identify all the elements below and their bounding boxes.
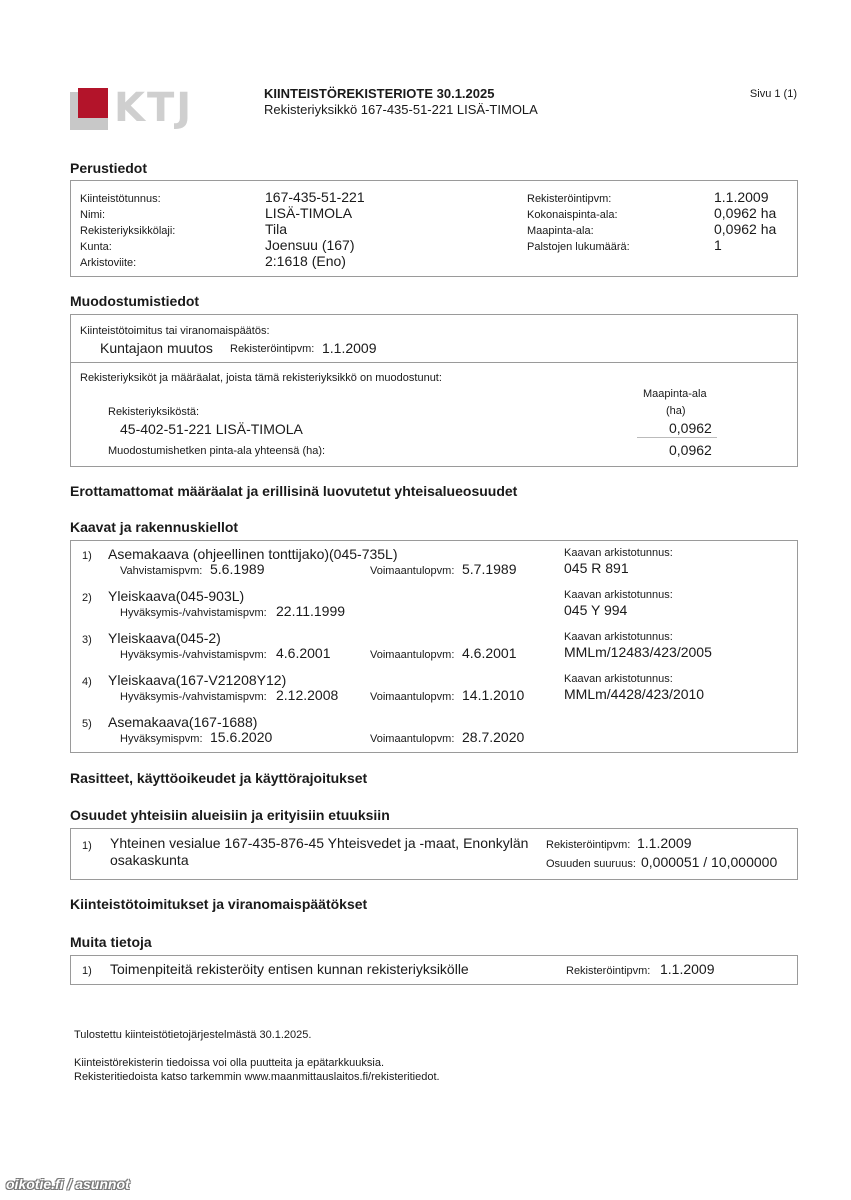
kaava-arkisto-value: MMLm/12483/423/2005 <box>564 644 712 660</box>
kaava-number: 4) <box>82 676 92 688</box>
section-heading-muita-tietoja: Muita tietoja <box>70 934 152 950</box>
footer-printed: Tulostettu kiinteistötietojärjestelmästä 30.1.2025. <box>74 1029 312 1041</box>
value-kokonaispinta-ala: 0,0962 ha <box>714 205 777 221</box>
section-heading-rasitteet: Rasitteet, käyttöoikeudet ja käyttörajoitukset <box>70 770 368 786</box>
section-heading-toimitukset: Kiinteistötoimitukset ja viranomaispäätökset <box>70 896 368 912</box>
kaava-date2-value: 14.1.2010 <box>462 687 525 703</box>
kaava-date1-label: Hyväksymispvm: <box>120 733 203 745</box>
label-toimitus-rekisterointipvm: Rekisteröintipvm: <box>230 343 315 355</box>
column-head-maapinta-ala: Maapinta-ala <box>643 388 707 400</box>
muodostumistiedot-box <box>70 314 798 467</box>
label-arkistoviite: Arkistoviite: <box>80 257 137 269</box>
label-palstojen-lukumaara: Palstojen lukumäärä: <box>527 241 630 253</box>
osuus-rek-label: Rekisteröintipvm: <box>546 839 631 851</box>
kaava-number: 3) <box>82 634 92 646</box>
label-rekisteriyksikosta: Rekisteriyksiköstä: <box>108 406 200 418</box>
osuudet-box <box>70 828 798 880</box>
kaava-arkisto-value: 045 Y 994 <box>564 602 628 618</box>
label-rekisterointipvm: Rekisteröintipvm: <box>527 193 612 205</box>
label-kiinteistotunnus: Kiinteistötunnus: <box>80 193 161 205</box>
kaava-date2-value: 5.7.1989 <box>462 561 517 577</box>
kaava-number: 2) <box>82 592 92 604</box>
kaava-name: Asemakaava(167-1688) <box>108 714 258 730</box>
kaava-date1-label: Hyväksymis-/vahvistamispvm: <box>120 691 267 703</box>
osuus-rek-value: 1.1.2009 <box>637 835 692 851</box>
perustiedot-box <box>70 180 798 277</box>
value-from-area: 0,0962 <box>669 420 712 436</box>
label-kokonaispinta-ala: Kokonaispinta-ala: <box>527 209 618 221</box>
kaava-date1-label: Hyväksymis-/vahvistamispvm: <box>120 607 267 619</box>
kaava-date2-label: Voimaantulopvm: <box>370 649 455 661</box>
kaavat-box <box>70 540 798 753</box>
divider <box>71 362 797 363</box>
value-rekisteriyksikkolaji: Tila <box>265 221 288 237</box>
label-nimi: Nimi: <box>80 209 106 221</box>
watermark: oikotie.fi / asunnot <box>6 1176 130 1192</box>
kaava-arkisto-value: MMLm/4428/423/2010 <box>564 686 705 702</box>
document-subtitle: Rekisteriyksikkö 167-435-51-221 LISÄ-TIMOLA <box>264 102 538 117</box>
logo-text: KTJ <box>114 85 194 131</box>
value-arkistoviite: 2:1618 (Eno) <box>265 253 346 269</box>
column-head-ha: (ha) <box>666 405 686 417</box>
value-rekisterointipvm: 1.1.2009 <box>714 189 769 205</box>
muita-tietoja-box <box>70 955 798 985</box>
kaava-arkisto-label: Kaavan arkistotunnus: <box>564 631 673 643</box>
kaava-number: 1) <box>82 550 92 562</box>
page-number: Sivu 1 (1) <box>749 88 797 100</box>
kaava-date1-label: Hyväksymis-/vahvistamispvm: <box>120 649 267 661</box>
kaava-date1-value: 15.6.2020 <box>210 729 273 745</box>
value-kunta: Joensuu (167) <box>265 237 355 253</box>
section-heading-muodostumistiedot: Muodostumistiedot <box>70 293 200 309</box>
label-pinta-ala-yhteensa: Muodostumishetken pinta-ala yhteensä (ha): <box>108 445 326 457</box>
section-heading-erottamattomat: Erottamattomat määräalat ja erillisinä luovutetut yhteisalueosuudet <box>70 483 518 499</box>
kaava-date1-value: 4.6.2001 <box>276 645 331 661</box>
value-rekisteriyksikosta: 45-402-51-221 LISÄ-TIMOLA <box>120 421 303 437</box>
osuus-suuruus-label: Osuuden suuruus: <box>546 858 636 870</box>
label-rekisteriyksikkolaji: Rekisteriyksikkölaji: <box>80 225 176 237</box>
section-heading-kaavat: Kaavat ja rakennuskiellot <box>70 519 239 535</box>
kaava-name: Yleiskaava(045-903L) <box>108 588 245 604</box>
label-toimitus: Kiinteistötoimitus tai viranomaispäätös: <box>80 325 270 337</box>
kaava-arkisto-label: Kaavan arkistotunnus: <box>564 547 673 559</box>
label-muodostunut: Rekisteriyksiköt ja määräalat, joista tämä rekisteriyksikkö on muodostunut: <box>80 372 442 384</box>
value-kiinteistotunnus: 167-435-51-221 <box>265 189 365 205</box>
value-toimitus-rekisterointipvm: 1.1.2009 <box>322 340 377 356</box>
osuus-line1: Yhteinen vesialue 167-435-876-45 Yhteisvedet ja -maat, Enonkylän <box>110 835 529 851</box>
footer-note1: Kiinteistörekisterin tiedoissa voi olla puutteita ja epätarkkuuksia. <box>74 1057 384 1069</box>
area-underline <box>637 437 717 438</box>
label-maapinta-ala: Maapinta-ala: <box>527 225 594 237</box>
muita-rek-label: Rekisteröintipvm: <box>566 965 651 977</box>
kaava-date1-value: 22.11.1999 <box>276 603 346 619</box>
value-palstojen-lukumaara: 1 <box>714 237 722 253</box>
kaava-arkisto-label: Kaavan arkistotunnus: <box>564 673 673 685</box>
logo-red-square <box>78 88 108 118</box>
value-toimitus: Kuntajaon muutos <box>100 340 213 356</box>
kaava-arkisto-value: 045 R 891 <box>564 560 629 576</box>
value-maapinta-ala: 0,0962 ha <box>714 221 777 237</box>
value-nimi: LISÄ-TIMOLA <box>265 205 353 221</box>
section-heading-osuudet: Osuudet yhteisiin alueisiin ja erityisiin etuuksiin <box>70 807 390 823</box>
value-pinta-ala-yhteensa: 0,0962 <box>669 442 712 458</box>
kaava-date2-label: Voimaantulopvm: <box>370 691 455 703</box>
kaava-date1-value: 2.12.2008 <box>276 687 339 703</box>
kaava-name: Yleiskaava(167-V21208Y12) <box>108 672 287 688</box>
muita-number: 1) <box>82 965 92 977</box>
kaava-number: 5) <box>82 718 92 730</box>
ktj-logo <box>70 85 194 131</box>
osuus-number: 1) <box>82 840 92 852</box>
footer-note2: Rekisteritiedoista katso tarkemmin www.maanmittauslaitos.fi/rekisteritiedot. <box>74 1071 440 1083</box>
kaava-name: Yleiskaava(045-2) <box>108 630 221 646</box>
osuus-suuruus-value: 0,000051 / 10,000000 <box>641 854 778 870</box>
osuus-line2: osakaskunta <box>110 852 189 868</box>
section-heading-perustiedot: Perustiedot <box>70 160 148 176</box>
kaava-date1-label: Vahvistamispvm: <box>120 565 203 577</box>
document-title: KIINTEISTÖREKISTERIOTE 30.1.2025 <box>264 86 495 101</box>
label-kunta: Kunta: <box>80 241 112 253</box>
kaava-name: Asemakaava (ohjeellinen tonttijako)(045-735L) <box>108 546 398 562</box>
muita-text: Toimenpiteitä rekisteröity entisen kunnan rekisteriyksikölle <box>110 961 469 977</box>
kaava-date2-value: 4.6.2001 <box>462 645 517 661</box>
kaava-date2-value: 28.7.2020 <box>462 729 525 745</box>
kaava-date2-label: Voimaantulopvm: <box>370 565 455 577</box>
muita-rek-value: 1.1.2009 <box>660 961 715 977</box>
kaava-date2-label: Voimaantulopvm: <box>370 733 455 745</box>
kaava-arkisto-label: Kaavan arkistotunnus: <box>564 589 673 601</box>
kaava-date1-value: 5.6.1989 <box>210 561 265 577</box>
